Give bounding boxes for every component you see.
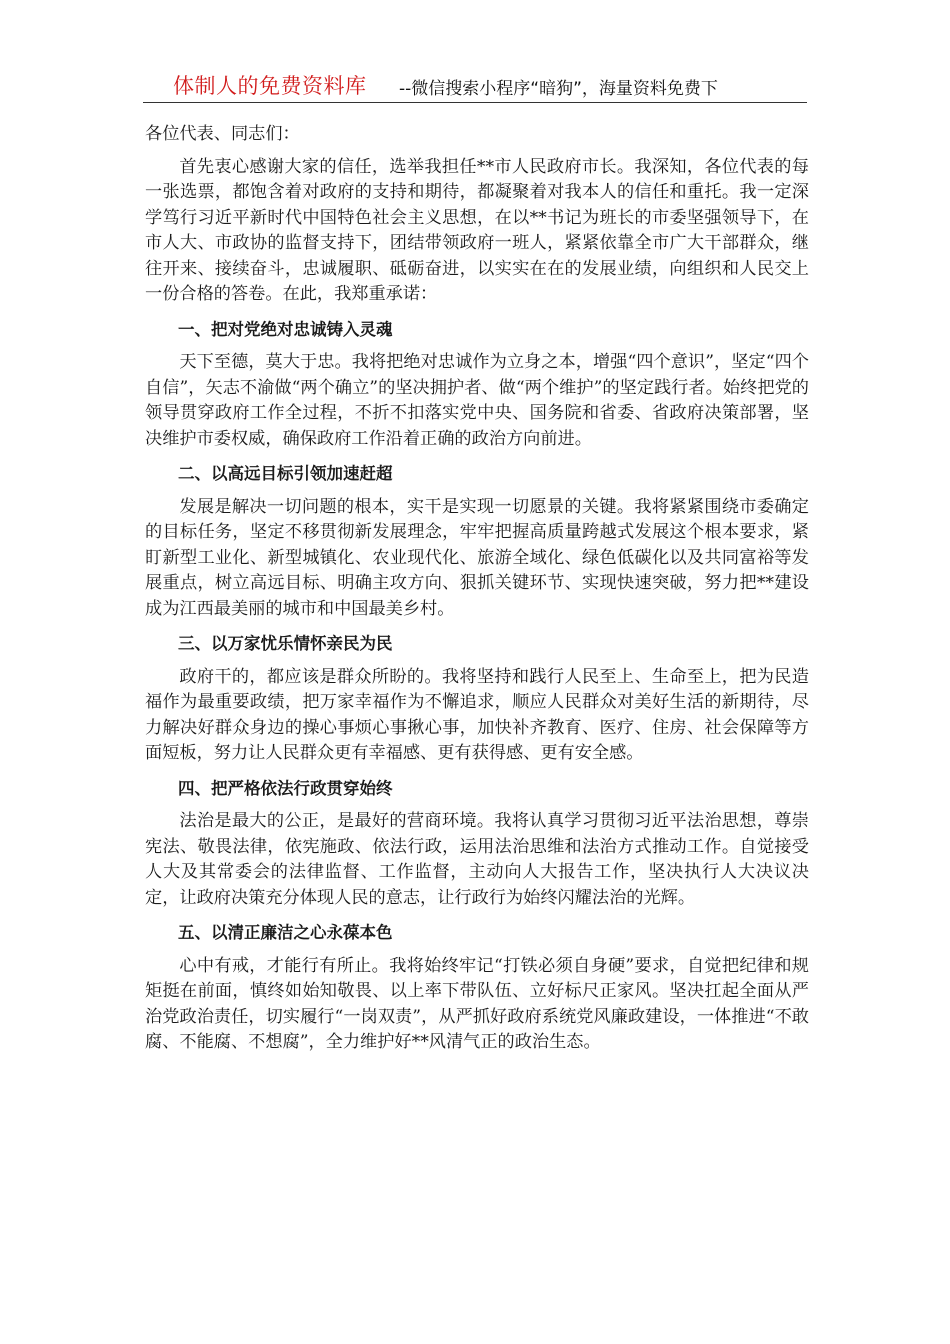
section-heading-1: 一、把对党绝对忠诚铸入灵魂 [178,319,393,339]
document-body [145,122,809,1056]
section-body-3: 政府干的，都应该是群众所盼的。我将坚持和践行人民至上、生命至上，把为民造福作为最重要政绩，把万家幸福作为不懈追求，顺应人民群众对美好生活的新期待，尽力解决好群众身边的操心事烦心事揪心事，加快补齐教育、医疗、住房、社会保障等方面短板，努力让人民群众更有幸福感、更有获得感、更有安全感。 [145,666,809,763]
header-brand: 体制人的免费资料库 [173,74,367,98]
section-body-4: 法治是最大的公正，是最好的营商环境。我将认真学习贯彻习近平法治思想，尊崇宪法、敬畏法律，依宪施政、依法行政，运用法治思维和法治方式推动工作。自觉接受人大及其常委会的法律监督、工作监督，主动向人大报告工作，坚决执行人大决议决定，让政府决策充分体现人民的意志，让行政行为始终闪耀法治的光辉。 [145,811,809,908]
section-heading-3: 三、以万家忧乐情怀亲民为民 [178,634,393,653]
header-tagline: --微信搜索小程序“暗狗”，海量资料免费下 [399,79,718,99]
intro-paragraph: 首先衷心感谢大家的信任，选举我担任**市人民政府市长。我深知，各位代表的每一张选票，都饱含着对政府的支持和期待，都凝聚着对我本人的信任和重托。我一定深学笃行习近平新时代中国特色社会主义思想，在以**书记为班长的市委坚强领导下，在市人大、市政协的监督支持下，团结带领政府一班人，紧紧依靠全市广大干部群众，继往开来、接续奋斗，忠诚履职、砥砺奋进，以实实在在的发展业绩，向组织和人民交上一份合格的答卷。在此，我郑重承诺： [145,156,809,304]
page-header [143,64,807,103]
section-heading-5: 五、以清正廉洁之心永葆本色 [178,923,393,942]
section-body-1: 天下至德，莫大于忠。我将把绝对忠诚作为立身之本，增强“四个意识”，坚定“四个自信”，矢志不渝做“两个确立”的坚决拥护者、做“两个维护”的坚定践行者。始终把党的领导贯穿政府工作全过程，不折不扣落实党中央、国务院和省委、省政府决策部署，坚决维护市委权威，确保政府工作沿着正确的政治方向前进。 [145,352,809,449]
section-body-2: 发展是解决一切问题的根本，实干是实现一切愿景的关键。我将紧紧围绕市委确定的目标任务，坚定不移贯彻新发展理念，牢牢把握高质量跨越式发展这个根本要求，紧盯新型工业化、新型城镇化、农业现代化、旅游全域化、绿色低碳化以及共同富裕等发展重点，树立高远目标、明确主攻方向、狠抓关键环节、实现快速突破，努力把**建设成为江西最美丽的城市和中国最美乡村。 [145,496,809,619]
salutation: 各位代表、同志们： [145,124,300,144]
section-heading-4: 四、把严格依法行政贯穿始终 [178,778,393,798]
section-heading-2: 二、以高远目标引领加速赶超 [178,464,393,483]
section-body-5: 心中有戒，才能行有所止。我将始终牢记“打铁必须自身硬”要求，自觉把纪律和规矩挺在前面，慎终如始知敬畏、以上率下带队伍、立好标尺正家风。坚决扛起全面从严治党政治责任，切实履行“一岗双责”，从严抓好政府系统党风廉政建设，一体推进“不敢腐、不能腐、不想腐”，全力维护好**风清气正的政治生态。 [145,955,809,1052]
